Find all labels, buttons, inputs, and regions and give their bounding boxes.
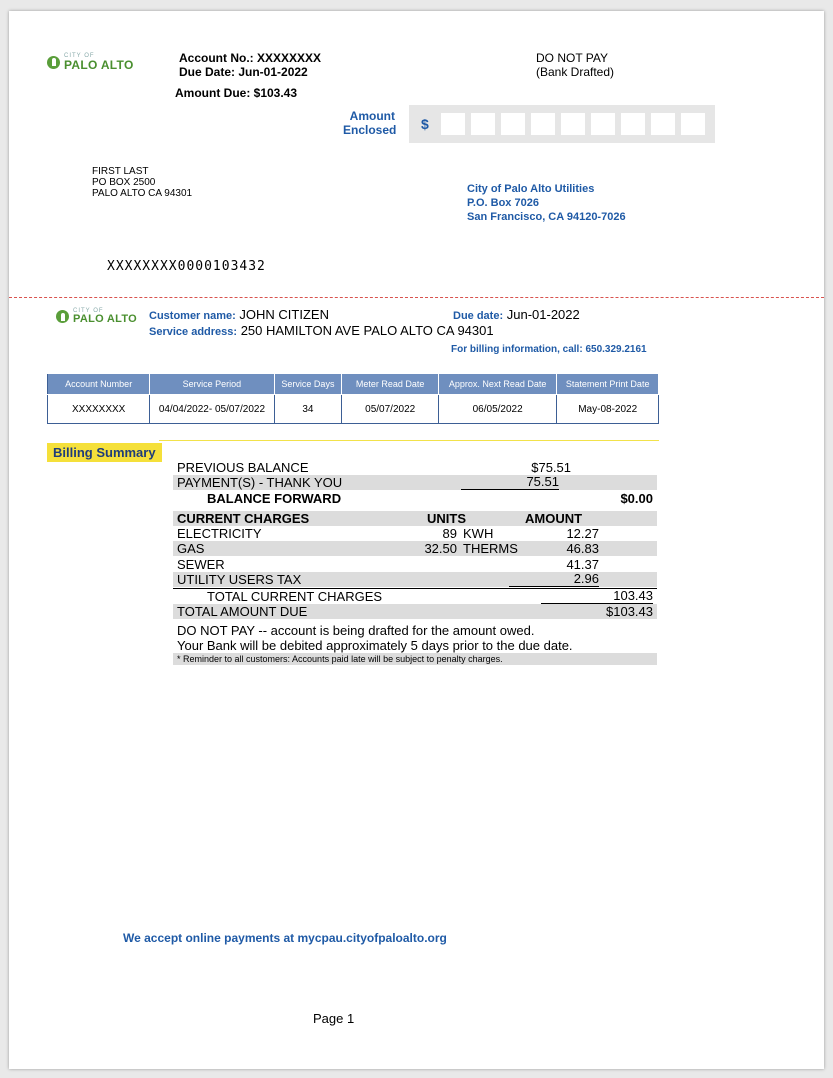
amount-label-line1: Amount bbox=[349, 109, 395, 123]
col-meter-read-date: Meter Read Date bbox=[342, 374, 439, 395]
charge-name: GAS bbox=[177, 541, 205, 556]
bank-drafted: (Bank Drafted) bbox=[536, 65, 615, 79]
page-number: Page 1 bbox=[313, 1011, 355, 1026]
late-reminder bbox=[173, 653, 657, 665]
account-number: XXXXXXXX bbox=[48, 395, 150, 424]
service-address-row bbox=[149, 323, 494, 338]
draft-note-2 bbox=[173, 638, 657, 653]
total-due-label: TOTAL AMOUNT DUE bbox=[177, 604, 308, 619]
service-address-label: Service address: bbox=[149, 326, 238, 338]
total-current-row bbox=[173, 588, 657, 604]
balance-forward-label: BALANCE FORWARD bbox=[207, 491, 342, 506]
due-date: Jun-01-2022 bbox=[506, 307, 580, 322]
previous-balance-value: $75.51 bbox=[531, 460, 571, 475]
charge-name: ELECTRICITY bbox=[177, 526, 262, 541]
tree-icon bbox=[47, 56, 60, 69]
charge-name: UTILITY USERS TAX bbox=[177, 572, 302, 587]
service-days: 34 bbox=[274, 395, 342, 424]
payments-row bbox=[173, 475, 657, 490]
balance-forward-row bbox=[173, 491, 657, 506]
palo-alto-logo-small bbox=[56, 308, 137, 325]
charge-amount: 41.37 bbox=[566, 557, 599, 572]
charge-amount: 46.83 bbox=[566, 541, 599, 556]
service-period: 04/04/2022- 05/07/2022 bbox=[150, 395, 274, 424]
tear-line bbox=[9, 297, 824, 298]
service-address: 250 HAMILTON AVE PALO ALTO CA 94301 bbox=[240, 323, 494, 338]
due-date-row bbox=[453, 307, 580, 322]
col-service-period: Service Period bbox=[150, 374, 274, 395]
address-line: FIRST LAST bbox=[92, 166, 149, 177]
digit-box[interactable] bbox=[681, 113, 705, 135]
total-due-row bbox=[173, 604, 657, 619]
digit-box[interactable] bbox=[621, 113, 645, 135]
customer-name-label: Customer name: bbox=[149, 310, 236, 322]
charge-row-sewer bbox=[173, 557, 657, 572]
payments-value: 75.51 bbox=[461, 475, 559, 490]
billing-summary-title: Billing Summary bbox=[47, 443, 162, 462]
online-payment-note: We accept online payments at mycpau.cityofpaloalto.org bbox=[123, 931, 447, 945]
draft-note-1 bbox=[173, 623, 657, 638]
stub-due-date: Due Date: Jun-01-2022 bbox=[179, 65, 308, 79]
do-not-pay: DO NOT PAY bbox=[536, 51, 609, 65]
logo-city-of: CITY OF bbox=[64, 53, 95, 59]
stub-amount-due: Amount Due: $103.43 bbox=[175, 86, 298, 100]
billing-summary-rule bbox=[159, 440, 659, 441]
digit-box[interactable] bbox=[651, 113, 675, 135]
charge-row-gas bbox=[173, 541, 657, 556]
customer-mailing-address bbox=[92, 166, 192, 199]
col-account-number: Account Number bbox=[48, 374, 150, 395]
tree-icon bbox=[56, 310, 69, 323]
digit-box[interactable] bbox=[471, 113, 495, 135]
remit-line: P.O. Box 7026 bbox=[467, 197, 539, 209]
previous-balance-row bbox=[173, 460, 657, 475]
customer-name: JOHN CITIZEN bbox=[239, 307, 329, 322]
late-reminder-text: * Reminder to all customers: Accounts paid late will be subject to penalty charges. bbox=[177, 654, 503, 664]
digit-box[interactable] bbox=[561, 113, 585, 135]
address-line: PO BOX 2500 bbox=[92, 177, 156, 188]
amount-label-line2: Enclosed bbox=[343, 123, 397, 137]
next-read-date: 06/05/2022 bbox=[438, 395, 556, 424]
digit-box[interactable] bbox=[591, 113, 615, 135]
bill-page bbox=[9, 11, 824, 1069]
table-row bbox=[48, 395, 659, 424]
draft-note-text: Your Bank will be debited approximately 5 days prior to the due date. bbox=[177, 638, 573, 653]
charge-name: SEWER bbox=[177, 557, 225, 572]
print-date: May-08-2022 bbox=[557, 395, 659, 424]
payments-label: PAYMENT(S) - THANK YOU bbox=[177, 475, 343, 490]
remit-line: San Francisco, CA 94120-7026 bbox=[467, 211, 626, 223]
charge-unit: THERMS bbox=[463, 541, 518, 556]
draft-note-text: DO NOT PAY -- account is being drafted for the amount owed. bbox=[177, 623, 535, 638]
current-charges-label: CURRENT CHARGES bbox=[177, 511, 310, 526]
amount-enclosed-box[interactable] bbox=[409, 105, 715, 143]
charge-row-tax bbox=[173, 572, 657, 587]
charge-units: 32.50 bbox=[424, 541, 457, 556]
scanline: XXXXXXXX0000103432 bbox=[107, 259, 266, 274]
charge-units: 89 bbox=[442, 526, 457, 541]
palo-alto-logo bbox=[47, 53, 134, 71]
logo-name: PALO ALTO bbox=[73, 313, 138, 325]
digit-box[interactable] bbox=[441, 113, 465, 135]
remit-address bbox=[467, 182, 626, 224]
charge-unit: KWH bbox=[463, 526, 494, 541]
billing-info-phone: For billing information, call: 650.329.2161 bbox=[451, 344, 647, 355]
due-date-label: Due date: bbox=[453, 310, 504, 322]
remit-line: City of Palo Alto Utilities bbox=[467, 183, 595, 195]
units-label: UNITS bbox=[427, 511, 466, 526]
meter-read-date: 05/07/2022 bbox=[342, 395, 439, 424]
charge-row-electricity bbox=[173, 526, 657, 541]
digit-box[interactable] bbox=[501, 113, 525, 135]
col-print-date: Statement Print Date bbox=[557, 374, 659, 395]
digit-box[interactable] bbox=[531, 113, 555, 135]
stub-account-number: Account No.: XXXXXXXX bbox=[179, 51, 322, 65]
customer-name-row bbox=[149, 307, 329, 322]
col-next-read-date: Approx. Next Read Date bbox=[438, 374, 556, 395]
logo-name: PALO ALTO bbox=[64, 58, 134, 72]
col-service-days: Service Days bbox=[274, 374, 342, 395]
amount-enclosed-label bbox=[343, 109, 395, 137]
total-current-label: TOTAL CURRENT CHARGES bbox=[207, 589, 383, 604]
total-current-value: 103.43 bbox=[541, 589, 653, 604]
address-line: PALO ALTO CA 94301 bbox=[92, 188, 193, 199]
amount-label: AMOUNT bbox=[525, 511, 583, 526]
total-due-value: $103.43 bbox=[606, 604, 653, 619]
charge-amount: 2.96 bbox=[509, 572, 599, 587]
account-info-table bbox=[47, 373, 659, 424]
previous-balance-label: PREVIOUS BALANCE bbox=[177, 460, 309, 475]
logo-city-of: CITY OF bbox=[73, 308, 104, 314]
balance-forward-value: $0.00 bbox=[620, 491, 653, 506]
dollar-sign: $ bbox=[421, 116, 429, 132]
charge-amount: 12.27 bbox=[566, 526, 599, 541]
current-charges-header bbox=[173, 511, 657, 526]
